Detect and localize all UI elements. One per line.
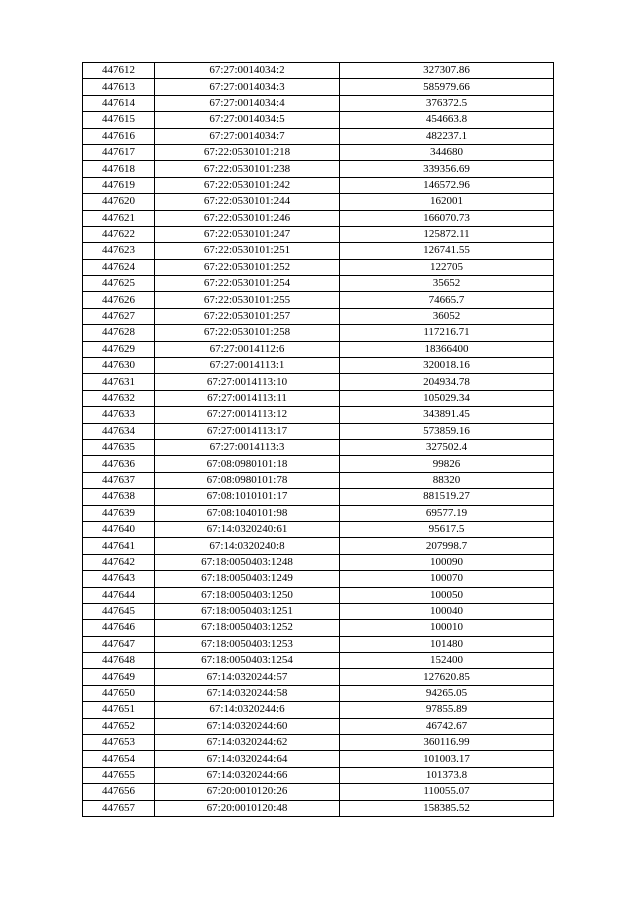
cadastral-value-cell: 204934.78	[340, 374, 554, 390]
cadastral-number-cell: 67:18:0050403:1251	[155, 603, 340, 619]
row-number-cell: 447643	[83, 571, 155, 587]
cadastral-value-cell: 376372.5	[340, 95, 554, 111]
table-row	[83, 210, 554, 226]
row-number-cell: 447632	[83, 390, 155, 406]
cadastral-number-cell: 67:18:0050403:1252	[155, 620, 340, 636]
cadastral-value-cell: 573859.16	[340, 423, 554, 439]
cadastral-value-cell: 146572.96	[340, 177, 554, 193]
row-number-cell: 447614	[83, 95, 155, 111]
table-row	[83, 784, 554, 800]
row-number-cell: 447647	[83, 636, 155, 652]
table-body	[83, 63, 554, 817]
row-number-cell: 447644	[83, 587, 155, 603]
cadastral-value-cell: 343891.45	[340, 407, 554, 423]
cadastral-value-cell: 74665.7	[340, 292, 554, 308]
cadastral-value-cell: 36052	[340, 308, 554, 324]
cadastral-value-cell: 122705	[340, 259, 554, 275]
cadastral-number-cell: 67:14:0320244:62	[155, 735, 340, 751]
cadastral-value-cell: 101480	[340, 636, 554, 652]
table-row	[83, 374, 554, 390]
cadastral-number-cell: 67:27:0014113:10	[155, 374, 340, 390]
cadastral-value-cell: 101373.8	[340, 767, 554, 783]
cadastral-number-cell: 67:14:0320240:61	[155, 521, 340, 537]
cadastral-number-cell: 67:27:0014113:17	[155, 423, 340, 439]
table-row	[83, 735, 554, 751]
row-number-cell: 447628	[83, 325, 155, 341]
row-number-cell: 447621	[83, 210, 155, 226]
cadastral-number-cell: 67:18:0050403:1249	[155, 571, 340, 587]
cadastral-number-cell: 67:14:0320244:6	[155, 702, 340, 718]
row-number-cell: 447637	[83, 472, 155, 488]
table-row	[83, 276, 554, 292]
cadastral-value-cell: 88320	[340, 472, 554, 488]
table-row	[83, 603, 554, 619]
row-number-cell: 447626	[83, 292, 155, 308]
cadastral-value-cell: 46742.67	[340, 718, 554, 734]
table-row	[83, 308, 554, 324]
table-row	[83, 685, 554, 701]
cadastral-value-cell: 881519.27	[340, 489, 554, 505]
cadastral-number-cell: 67:22:0530101:218	[155, 144, 340, 160]
cadastral-number-cell: 67:22:0530101:238	[155, 161, 340, 177]
cadastral-number-cell: 67:22:0530101:251	[155, 243, 340, 259]
row-number-cell: 447646	[83, 620, 155, 636]
table-row	[83, 259, 554, 275]
row-number-cell: 447655	[83, 767, 155, 783]
row-number-cell: 447645	[83, 603, 155, 619]
row-number-cell: 447622	[83, 226, 155, 242]
cadastral-number-cell: 67:08:1010101:17	[155, 489, 340, 505]
cadastral-value-cell: 166070.73	[340, 210, 554, 226]
cadastral-value-cell: 454663.8	[340, 112, 554, 128]
cadastral-value-table	[82, 62, 554, 817]
cadastral-value-cell: 360116.99	[340, 735, 554, 751]
cadastral-number-cell: 67:27:0014034:3	[155, 79, 340, 95]
table-row	[83, 653, 554, 669]
row-number-cell: 447648	[83, 653, 155, 669]
table-row	[83, 571, 554, 587]
cadastral-number-cell: 67:18:0050403:1254	[155, 653, 340, 669]
table-row	[83, 95, 554, 111]
row-number-cell: 447630	[83, 358, 155, 374]
cadastral-number-cell: 67:27:0014113:3	[155, 439, 340, 455]
table-row	[83, 63, 554, 79]
cadastral-value-cell: 100070	[340, 571, 554, 587]
table-row	[83, 456, 554, 472]
cadastral-value-cell: 127620.85	[340, 669, 554, 685]
cadastral-value-cell: 482237.1	[340, 128, 554, 144]
row-number-cell: 447634	[83, 423, 155, 439]
table-row	[83, 538, 554, 554]
table-row	[83, 177, 554, 193]
cadastral-value-cell: 158385.52	[340, 800, 554, 816]
cadastral-number-cell: 67:18:0050403:1248	[155, 554, 340, 570]
table-row	[83, 226, 554, 242]
cadastral-number-cell: 67:22:0530101:258	[155, 325, 340, 341]
table-row	[83, 767, 554, 783]
row-number-cell: 447617	[83, 144, 155, 160]
row-number-cell: 447651	[83, 702, 155, 718]
table-row	[83, 161, 554, 177]
cadastral-number-cell: 67:27:0014113:11	[155, 390, 340, 406]
table-row	[83, 489, 554, 505]
row-number-cell: 447629	[83, 341, 155, 357]
table-row	[83, 390, 554, 406]
cadastral-value-cell: 99826	[340, 456, 554, 472]
row-number-cell: 447612	[83, 63, 155, 79]
cadastral-value-cell: 162001	[340, 194, 554, 210]
row-number-cell: 447636	[83, 456, 155, 472]
cadastral-number-cell: 67:22:0530101:254	[155, 276, 340, 292]
cadastral-number-cell: 67:14:0320244:58	[155, 685, 340, 701]
table-row	[83, 423, 554, 439]
cadastral-value-cell: 585979.66	[340, 79, 554, 95]
table-row	[83, 636, 554, 652]
row-number-cell: 447656	[83, 784, 155, 800]
cadastral-number-cell: 67:22:0530101:255	[155, 292, 340, 308]
row-number-cell: 447641	[83, 538, 155, 554]
table-row	[83, 325, 554, 341]
table-row	[83, 144, 554, 160]
cadastral-number-cell: 67:18:0050403:1253	[155, 636, 340, 652]
row-number-cell: 447619	[83, 177, 155, 193]
cadastral-value-cell: 100050	[340, 587, 554, 603]
cadastral-number-cell: 67:18:0050403:1250	[155, 587, 340, 603]
table-row	[83, 358, 554, 374]
table-row	[83, 505, 554, 521]
table-row	[83, 341, 554, 357]
table-row	[83, 751, 554, 767]
cadastral-number-cell: 67:14:0320244:66	[155, 767, 340, 783]
cadastral-value-cell: 339356.69	[340, 161, 554, 177]
table-row	[83, 702, 554, 718]
cadastral-value-cell: 126741.55	[340, 243, 554, 259]
cadastral-value-cell: 94265.05	[340, 685, 554, 701]
table-row	[83, 292, 554, 308]
cadastral-number-cell: 67:20:0010120:26	[155, 784, 340, 800]
cadastral-number-cell: 67:08:0980101:18	[155, 456, 340, 472]
table-row	[83, 79, 554, 95]
cadastral-value-cell: 344680	[340, 144, 554, 160]
cadastral-number-cell: 67:27:0014034:4	[155, 95, 340, 111]
cadastral-value-cell: 110055.07	[340, 784, 554, 800]
row-number-cell: 447627	[83, 308, 155, 324]
cadastral-value-cell: 327307.86	[340, 63, 554, 79]
table-row	[83, 800, 554, 816]
cadastral-value-cell: 100010	[340, 620, 554, 636]
table-row	[83, 587, 554, 603]
cadastral-number-cell: 67:27:0014113:1	[155, 358, 340, 374]
cadastral-value-cell: 327502.4	[340, 439, 554, 455]
cadastral-number-cell: 67:08:0980101:78	[155, 472, 340, 488]
row-number-cell: 447638	[83, 489, 155, 505]
cadastral-value-cell: 100090	[340, 554, 554, 570]
table-row	[83, 472, 554, 488]
row-number-cell: 447640	[83, 521, 155, 537]
row-number-cell: 447620	[83, 194, 155, 210]
cadastral-number-cell: 67:27:0014034:2	[155, 63, 340, 79]
table-row	[83, 439, 554, 455]
row-number-cell: 447633	[83, 407, 155, 423]
cadastral-value-cell: 69577.19	[340, 505, 554, 521]
row-number-cell: 447618	[83, 161, 155, 177]
row-number-cell: 447616	[83, 128, 155, 144]
row-number-cell: 447613	[83, 79, 155, 95]
cadastral-number-cell: 67:14:0320244:64	[155, 751, 340, 767]
cadastral-value-cell: 125872.11	[340, 226, 554, 242]
cadastral-number-cell: 67:20:0010120:48	[155, 800, 340, 816]
cadastral-number-cell: 67:22:0530101:244	[155, 194, 340, 210]
cadastral-number-cell: 67:14:0320240:8	[155, 538, 340, 554]
row-number-cell: 447635	[83, 439, 155, 455]
row-number-cell: 447652	[83, 718, 155, 734]
table-row	[83, 407, 554, 423]
row-number-cell: 447650	[83, 685, 155, 701]
cadastral-value-cell: 35652	[340, 276, 554, 292]
table-row	[83, 554, 554, 570]
row-number-cell: 447654	[83, 751, 155, 767]
row-number-cell: 447642	[83, 554, 155, 570]
cadastral-number-cell: 67:22:0530101:242	[155, 177, 340, 193]
cadastral-number-cell: 67:22:0530101:257	[155, 308, 340, 324]
row-number-cell: 447639	[83, 505, 155, 521]
table-row	[83, 718, 554, 734]
table-row	[83, 243, 554, 259]
cadastral-value-cell: 18366400	[340, 341, 554, 357]
cadastral-value-cell: 117216.71	[340, 325, 554, 341]
cadastral-value-cell: 100040	[340, 603, 554, 619]
cadastral-number-cell: 67:08:1040101:98	[155, 505, 340, 521]
cadastral-number-cell: 67:27:0014034:7	[155, 128, 340, 144]
cadastral-number-cell: 67:14:0320244:57	[155, 669, 340, 685]
row-number-cell: 447631	[83, 374, 155, 390]
cadastral-value-cell: 320018.16	[340, 358, 554, 374]
table-row	[83, 669, 554, 685]
row-number-cell: 447649	[83, 669, 155, 685]
table-row	[83, 128, 554, 144]
cadastral-value-cell: 152400	[340, 653, 554, 669]
row-number-cell: 447623	[83, 243, 155, 259]
row-number-cell: 447615	[83, 112, 155, 128]
cadastral-number-cell: 67:22:0530101:247	[155, 226, 340, 242]
cadastral-value-cell: 207998.7	[340, 538, 554, 554]
cadastral-number-cell: 67:27:0014113:12	[155, 407, 340, 423]
cadastral-number-cell: 67:27:0014112:6	[155, 341, 340, 357]
table-row	[83, 194, 554, 210]
row-number-cell: 447625	[83, 276, 155, 292]
cadastral-value-cell: 97855.89	[340, 702, 554, 718]
cadastral-number-cell: 67:14:0320244:60	[155, 718, 340, 734]
row-number-cell: 447653	[83, 735, 155, 751]
cadastral-number-cell: 67:27:0014034:5	[155, 112, 340, 128]
cadastral-value-cell: 95617.5	[340, 521, 554, 537]
row-number-cell: 447624	[83, 259, 155, 275]
cadastral-value-cell: 101003.17	[340, 751, 554, 767]
table-row	[83, 521, 554, 537]
table-row	[83, 112, 554, 128]
cadastral-value-cell: 105029.34	[340, 390, 554, 406]
cadastral-number-cell: 67:22:0530101:246	[155, 210, 340, 226]
cadastral-number-cell: 67:22:0530101:252	[155, 259, 340, 275]
table-row	[83, 620, 554, 636]
row-number-cell: 447657	[83, 800, 155, 816]
